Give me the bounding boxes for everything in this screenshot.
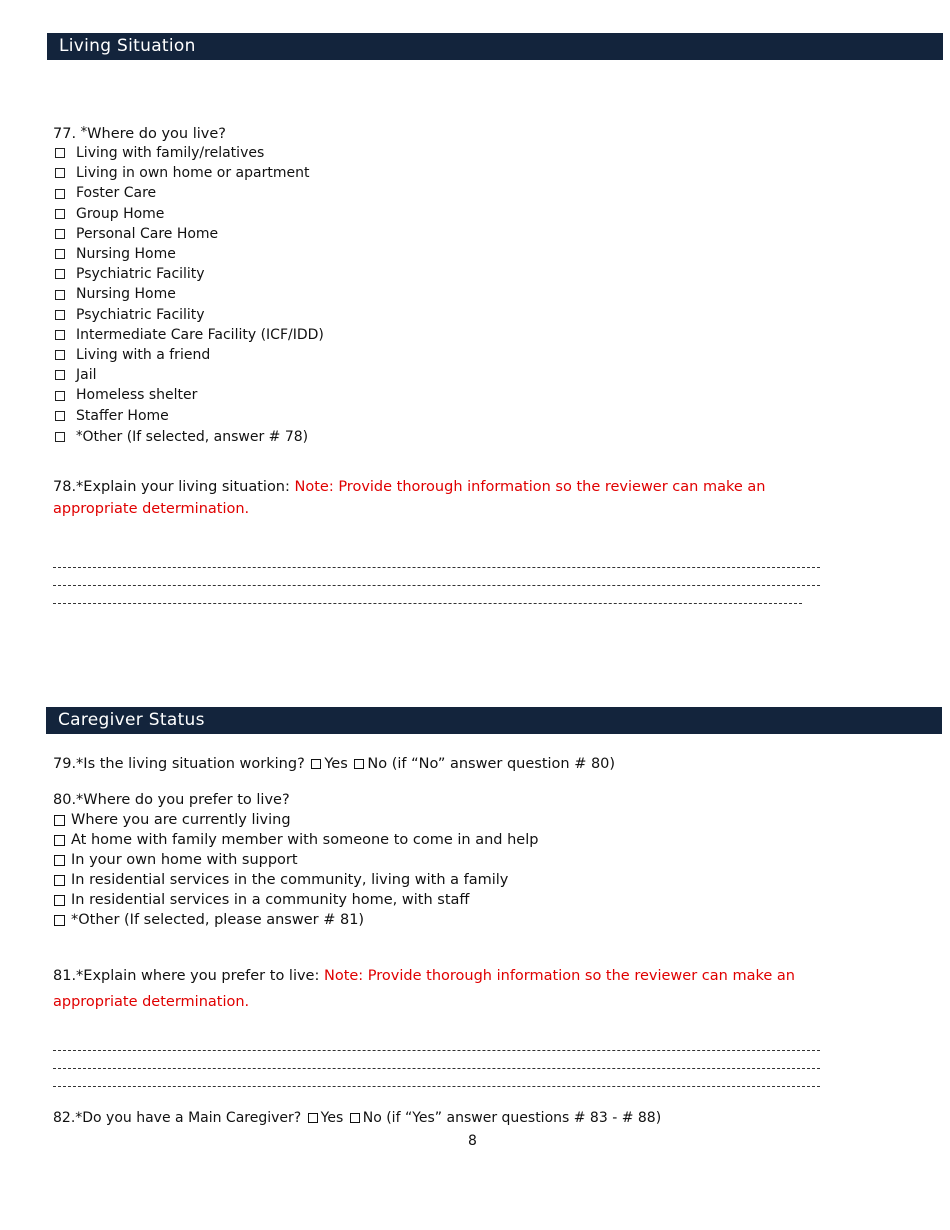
checkbox[interactable] [54, 855, 65, 866]
checkbox[interactable] [54, 915, 65, 926]
option-item[interactable]: At home with family member with someone to come in and help [53, 830, 538, 850]
answer-line[interactable] [53, 1068, 820, 1069]
checkbox[interactable] [55, 370, 65, 380]
option-item[interactable]: Psychiatric Facility [53, 264, 324, 284]
option-item[interactable]: Homeless shelter [53, 385, 324, 405]
checkbox[interactable] [55, 229, 65, 239]
option-item[interactable]: In residential services in a community home, with staff [53, 890, 538, 910]
checkbox[interactable] [55, 310, 65, 320]
answer-line[interactable] [53, 1086, 820, 1087]
checkbox[interactable] [54, 875, 65, 886]
answer-line[interactable] [53, 585, 820, 586]
note-text: appropriate determination. [53, 501, 250, 517]
checkbox[interactable] [55, 209, 65, 219]
question-77-options [53, 143, 324, 447]
question-79: 79.*Is the living situation working? Yes No (if “No” answer question # 80) [53, 756, 616, 772]
option-item[interactable]: Staffer Home [53, 406, 324, 426]
option-item[interactable]: Living in own home or apartment [53, 163, 324, 183]
option-item[interactable]: Nursing Home [53, 284, 324, 304]
question-80-options [53, 810, 538, 930]
option-item[interactable]: Nursing Home [53, 244, 324, 264]
checkbox[interactable] [55, 330, 65, 340]
checkbox[interactable] [55, 411, 65, 421]
question-77: 77. *Where do you live? [53, 125, 226, 142]
checkbox-yes[interactable] [308, 1113, 318, 1123]
option-item[interactable]: Intermediate Care Facility (ICF/IDD) [53, 325, 324, 345]
checkbox-no[interactable] [354, 759, 364, 769]
checkbox[interactable] [55, 290, 65, 300]
checkbox[interactable] [55, 148, 65, 158]
checkbox[interactable] [55, 269, 65, 279]
checkbox[interactable] [55, 249, 65, 259]
question-81: 81.*Explain where you prefer to live: Note: Provide thorough information so the reviewer can make an appropriate determination. [53, 968, 795, 1010]
option-item-other[interactable]: * Other (If selected, answer # 78) [53, 427, 324, 447]
checkbox[interactable] [54, 835, 65, 846]
option-item[interactable]: Psychiatric Facility [53, 305, 324, 325]
section-title: Living Situation [59, 36, 196, 56]
checkbox[interactable] [55, 432, 65, 442]
page-number: 8 [468, 1133, 477, 1149]
checkbox[interactable] [55, 350, 65, 360]
answer-line[interactable] [53, 603, 802, 604]
checkbox[interactable] [54, 895, 65, 906]
note-text: Note: Provide thorough information so the reviewer can make an [294, 479, 766, 495]
checkbox-no[interactable] [350, 1113, 360, 1123]
answer-line[interactable] [53, 567, 820, 568]
option-item[interactable]: Living with family/relatives [53, 143, 324, 163]
option-item[interactable]: In your own home with support [53, 850, 538, 870]
option-item[interactable]: Personal Care Home [53, 224, 324, 244]
section-title: Caregiver Status [58, 710, 205, 730]
option-item[interactable]: Living with a friend [53, 345, 324, 365]
section-header-living-situation [47, 33, 943, 60]
question-80: 80.*Where do you prefer to live? [53, 792, 290, 808]
checkbox[interactable] [55, 168, 65, 178]
checkbox[interactable] [55, 189, 65, 199]
option-item[interactable]: Where you are currently living [53, 810, 538, 830]
question-77-text: Where do you live? [87, 126, 226, 142]
option-item[interactable]: Foster Care [53, 183, 324, 203]
checkbox[interactable] [54, 815, 65, 826]
option-item-other[interactable]: *Other (If selected, please answer # 81) [53, 910, 538, 930]
note-text: appropriate determination. [53, 994, 250, 1010]
section-header-caregiver-status [46, 707, 942, 734]
question-82: 82.*Do you have a Main Caregiver? Yes No (if “Yes” answer questions # 83 - # 88) [53, 1110, 662, 1126]
question-78: 78.*Explain your living situation: Note: Provide thorough information so the reviewer can make an appropriate determination. [53, 479, 766, 517]
checkbox-yes[interactable] [311, 759, 321, 769]
option-item[interactable]: Group Home [53, 204, 324, 224]
option-item[interactable]: Jail [53, 365, 324, 385]
option-item[interactable]: In residential services in the community, living with a family [53, 870, 538, 890]
note-text: Note: Provide thorough information so the reviewer can make an [323, 968, 795, 984]
answer-line[interactable] [53, 1050, 820, 1051]
checkbox[interactable] [55, 391, 65, 401]
